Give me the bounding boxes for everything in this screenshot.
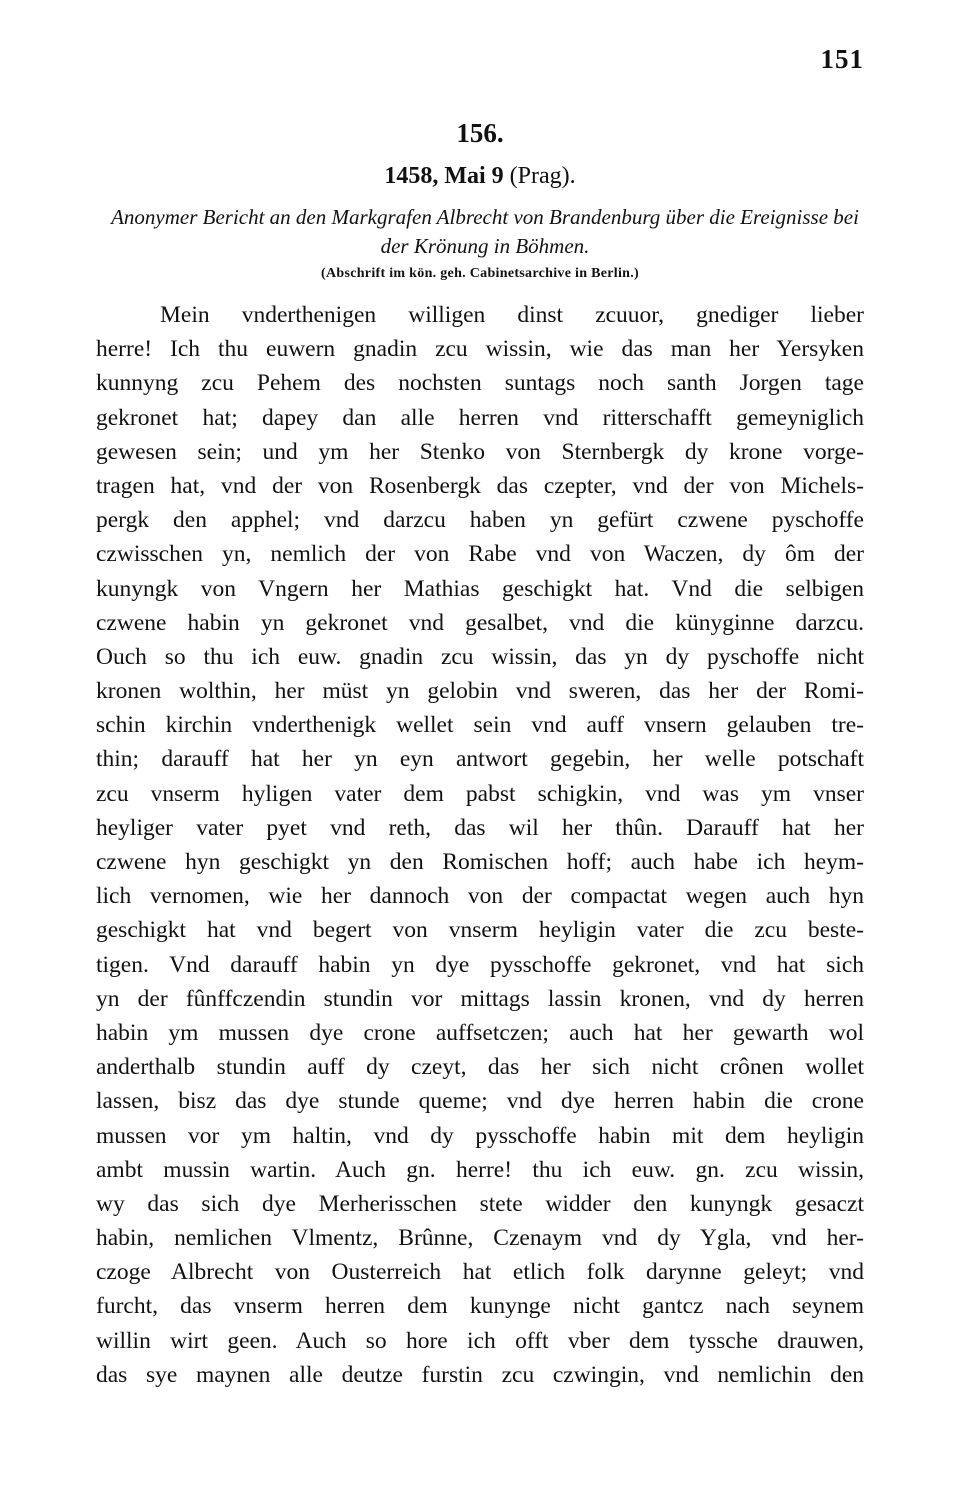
text-line: gewesen sein; und ym her Stenko von Sternbergk dy krone vorge- (96, 438, 864, 465)
document-date-line (0, 163, 960, 190)
text-line: kunyngk von Vngern her Mathias geschigkt hat. Vnd die selbigen (96, 575, 864, 602)
text-line: habin, nemlichen Vlmentz, Brûnne, Czenaym vnd dy Ygla, vnd her- (96, 1225, 864, 1252)
document-number: 156. (456, 118, 504, 148)
text-line: ambt mussin wartin. Auch gn. herre! thu ich euw. gn. zcu wissin, (96, 1156, 864, 1183)
text-line: lassen, bisz das dye stunde queme; vnd dye herren habin die crone (96, 1088, 864, 1115)
document-summary: Anonymer Bericht an den Markgrafen Albrecht von Brandenburg über die Ereignisse bei der Krönung in Böhmen. (111, 205, 859, 258)
text-line: thin; darauff hat her yn eyn antwort gegebin, her welle potschaft (96, 746, 864, 773)
text-line: pergk den apphel; vnd darzcu haben yn gefürt czwene pyschoffe (96, 507, 864, 534)
text-line: wy das sich dye Merherisschen stete widder den kunyngk gesaczt (96, 1190, 864, 1217)
text-line: schin kirchin vnderthenigk wellet sein vnd auff vnsern gelauben tre- (96, 712, 864, 739)
text-line: mussen vor ym haltin, vnd dy pysschoffe habin mit dem heyligin (96, 1122, 864, 1149)
document-source: (Abschrift im kön. geh. Cabinetsarchive in Berlin.) (321, 266, 639, 281)
text-line: tigen. Vnd darauff habin yn dye pysschoffe gekronet, vnd hat sich (96, 951, 864, 978)
text-line: czwene hyn geschigkt yn den Romischen hoff; auch habe ich heym- (96, 849, 864, 875)
text-line: willin wirt geen. Auch so hore ich offt vber dem tyssche drauwen, (96, 1327, 864, 1354)
text-line: geschigkt hat vnd begert von vnserm heyligin vater die zcu beste- (96, 917, 864, 944)
text-line: kunnyng zcu Pehem des nochsten suntags noch santh Jorgen tage (96, 370, 864, 397)
text-line: czwisschen yn, nemlich der von Rabe vnd von Waczen, dy ôm der (96, 541, 864, 568)
page-number: 151 (820, 44, 864, 74)
text-line: Mein vnderthenigen willigen dinst zcuuor, gnediger lieber (160, 302, 864, 328)
text-line: habin ym mussen dye crone auffsetczen; auch hat her gewarth wol (96, 1019, 864, 1046)
text-line: Ouch so thu ich euw. gnadin zcu wissin, das yn dy pyschoffe nicht (96, 643, 864, 670)
document-date: 1458, Mai 9 (384, 163, 504, 189)
text-line: furcht, das vnserm herren dem kunynge nicht gantcz nach seynem (96, 1293, 864, 1320)
body-text (96, 298, 864, 1392)
document-place: (Prag). (509, 163, 576, 189)
text-line: lich vernomen, wie her dannoch von der compactat wegen auch hyn (96, 883, 864, 910)
text-line: tragen hat, vnd der von Rosenbergk das czepter, vnd der von Michels- (96, 472, 864, 499)
text-line: czwene habin yn gekronet vnd gesalbet, vnd die künyginne darzcu. (96, 609, 864, 636)
text-line: kronen wolthin, her müst yn gelobin vnd sweren, das her der Romi- (96, 678, 864, 705)
text-line: herre! Ich thu euwern gnadin zcu wissin, wie das man her Yersyken (96, 336, 864, 363)
text-line: anderthalb stundin auff dy czeyt, das her sich nicht crônen wollet (96, 1054, 864, 1081)
text-line: czoge Albrecht von Ousterreich hat etlich folk darynne geleyt; vnd (96, 1259, 864, 1286)
text-line: gekronet hat; dapey dan alle herren vnd ritterschafft gemeyniglich (96, 404, 864, 431)
text-line: zcu vnserm hyligen vater dem pabst schigkin, vnd was ym vnser (96, 780, 864, 807)
text-line: das sye maynen alle deutze furstin zcu czwingin, vnd nemlichin den (96, 1361, 864, 1388)
text-line: heyliger vater pyet vnd reth, das wil her thûn. Darauff hat her (96, 814, 864, 841)
text-line: yn der fûnffczendin stundin vor mittags lassin kronen, vnd dy herren (96, 985, 864, 1012)
